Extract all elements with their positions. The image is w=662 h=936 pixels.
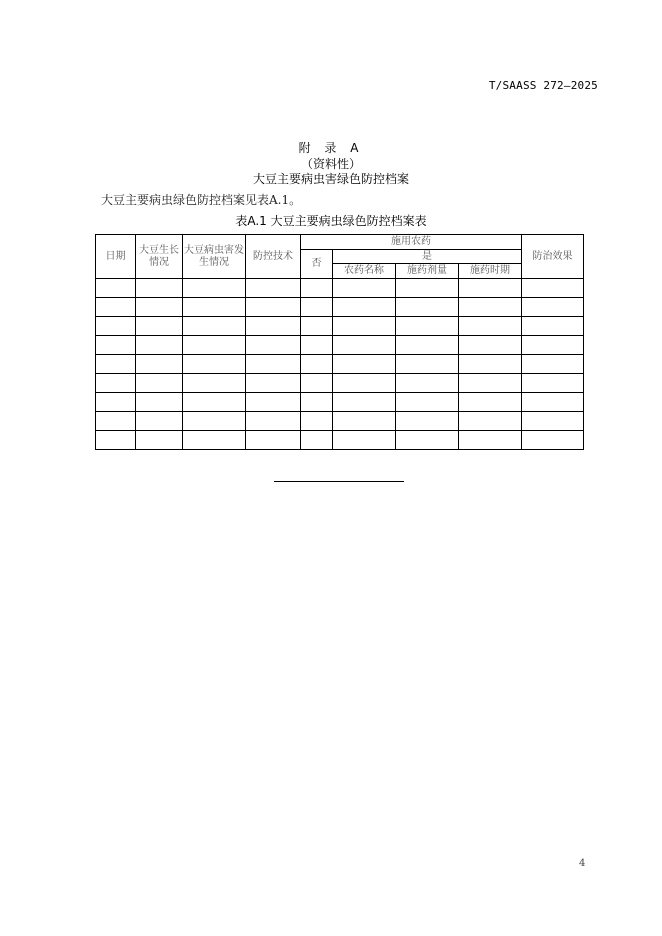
- table-cell: [183, 317, 246, 336]
- table-cell: [396, 336, 459, 355]
- table-cell: [459, 355, 522, 374]
- table-row: [96, 412, 584, 431]
- table-cell: [301, 279, 333, 298]
- table-caption: 表A.1 大豆主要病虫绿色防控档案表: [235, 214, 427, 228]
- header-dosage: 施药剂量: [396, 264, 459, 279]
- header-pesticide-name: 农药名称: [333, 264, 396, 279]
- table-cell: [301, 298, 333, 317]
- table-cell: [301, 336, 333, 355]
- page-number: 4: [579, 858, 586, 869]
- header-date: 日期: [96, 235, 136, 279]
- appendix-title: 附 录 A: [298, 141, 364, 155]
- table-cell: [396, 412, 459, 431]
- table-cell: [136, 279, 183, 298]
- table-row: [96, 279, 584, 298]
- header-no: 否: [301, 250, 333, 279]
- document-id: T/SAASS 272—2025: [488, 79, 598, 92]
- table-cell: [522, 298, 584, 317]
- table-row: [96, 431, 584, 450]
- table-cell: [136, 431, 183, 450]
- table-cell: [136, 374, 183, 393]
- table-cell: [396, 355, 459, 374]
- header-growth: 大豆生长情况: [136, 235, 183, 279]
- table-cell: [246, 374, 301, 393]
- table-cell: [333, 374, 396, 393]
- table-cell: [136, 298, 183, 317]
- table-cell: [96, 317, 136, 336]
- table-row: [96, 336, 584, 355]
- intro-paragraph: 大豆主要病虫绿色防控档案见表A.1。: [101, 193, 302, 207]
- table-cell: [96, 374, 136, 393]
- table-cell: [522, 336, 584, 355]
- table-cell: [396, 317, 459, 336]
- table-cell: [333, 412, 396, 431]
- table-cell: [459, 393, 522, 412]
- table-cell: [396, 279, 459, 298]
- header-control-effect: 防治效果: [522, 235, 584, 279]
- table-cell: [333, 393, 396, 412]
- header-pest-occurrence: 大豆病虫害发生情况: [183, 235, 246, 279]
- table-cell: [136, 317, 183, 336]
- table-cell: [96, 431, 136, 450]
- appendix-note: （资料性）: [300, 157, 361, 171]
- table-cell: [301, 431, 333, 450]
- table-cell: [96, 298, 136, 317]
- table-cell: [246, 317, 301, 336]
- table-cell: [522, 279, 584, 298]
- table-cell: [333, 317, 396, 336]
- table-cell: [459, 374, 522, 393]
- table-cell: [96, 412, 136, 431]
- table-cell: [522, 393, 584, 412]
- table-cell: [522, 412, 584, 431]
- table-cell: [333, 355, 396, 374]
- table-body: [96, 279, 584, 450]
- table-cell: [396, 374, 459, 393]
- table-cell: [183, 393, 246, 412]
- table-cell: [136, 355, 183, 374]
- table-cell: [183, 355, 246, 374]
- table-cell: [96, 279, 136, 298]
- table-cell: [246, 393, 301, 412]
- table-cell: [459, 431, 522, 450]
- table-cell: [459, 336, 522, 355]
- control-archive-table: [95, 234, 584, 450]
- header-yes: 是: [333, 250, 522, 264]
- table-cell: [522, 317, 584, 336]
- table-cell: [301, 374, 333, 393]
- table-cell: [183, 279, 246, 298]
- end-rule: [274, 481, 404, 482]
- table-cell: [522, 374, 584, 393]
- header-application-time: 施药时期: [459, 264, 522, 279]
- table-cell: [96, 355, 136, 374]
- header-pesticide-applied: 施用农药: [301, 235, 522, 250]
- table-row: [96, 374, 584, 393]
- header-control-technique: 防控技术: [246, 235, 301, 279]
- table-cell: [301, 393, 333, 412]
- table-row: [96, 393, 584, 412]
- table-cell: [396, 298, 459, 317]
- table-cell: [246, 431, 301, 450]
- table-cell: [459, 279, 522, 298]
- table-cell: [333, 431, 396, 450]
- table-cell: [396, 393, 459, 412]
- table-cell: [522, 355, 584, 374]
- table-cell: [333, 336, 396, 355]
- table-cell: [136, 412, 183, 431]
- table-cell: [333, 279, 396, 298]
- table-cell: [183, 431, 246, 450]
- table-cell: [246, 336, 301, 355]
- table-row: [96, 317, 584, 336]
- table-cell: [333, 298, 396, 317]
- table-cell: [136, 336, 183, 355]
- table-cell: [301, 412, 333, 431]
- table-cell: [136, 393, 183, 412]
- table-cell: [183, 374, 246, 393]
- table-cell: [301, 317, 333, 336]
- table-row: [96, 355, 584, 374]
- table-cell: [183, 298, 246, 317]
- table-cell: [183, 336, 246, 355]
- table-cell: [459, 317, 522, 336]
- table-cell: [246, 279, 301, 298]
- table-row: [96, 298, 584, 317]
- table-cell: [246, 412, 301, 431]
- table-cell: [183, 412, 246, 431]
- table-cell: [96, 393, 136, 412]
- table-cell: [246, 298, 301, 317]
- appendix-name: 大豆主要病虫害绿色防控档案: [252, 172, 409, 186]
- table-cell: [459, 412, 522, 431]
- table-cell: [246, 355, 301, 374]
- table-cell: [396, 431, 459, 450]
- table-cell: [459, 298, 522, 317]
- table-cell: [96, 336, 136, 355]
- table-cell: [522, 431, 584, 450]
- table-cell: [301, 355, 333, 374]
